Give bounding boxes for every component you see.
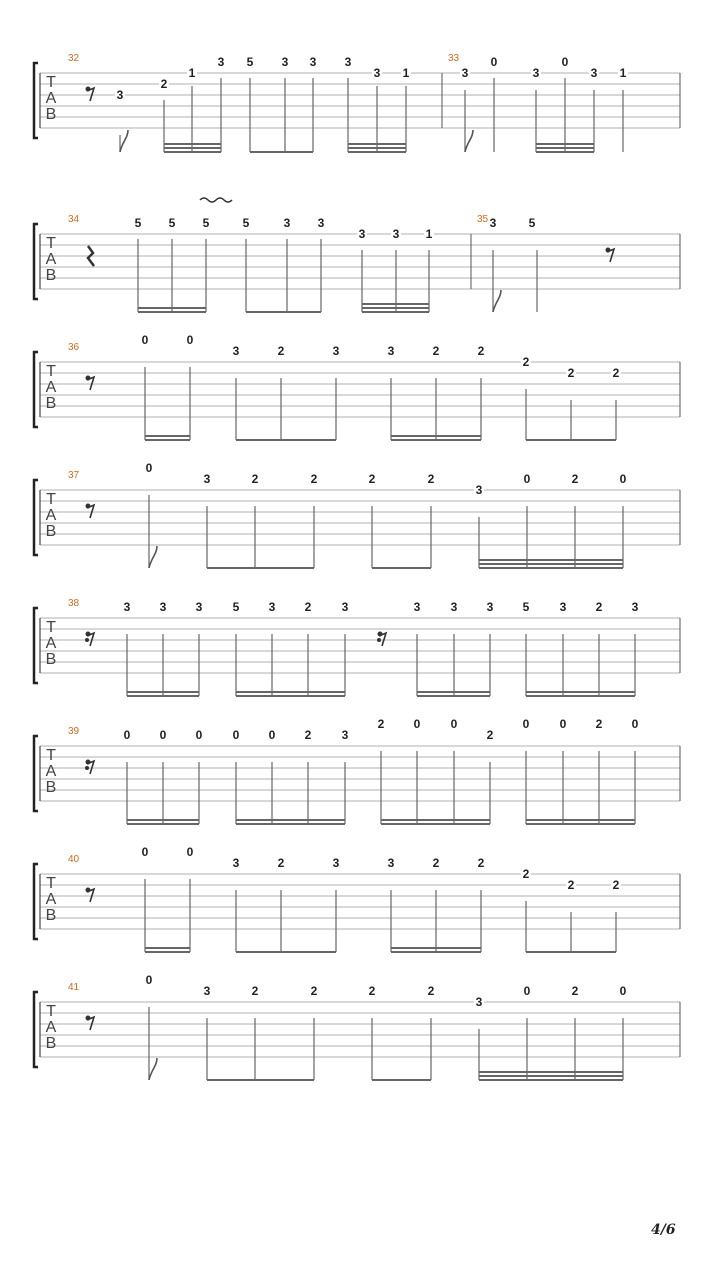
fret-number: 3 bbox=[232, 856, 240, 870]
fret-number: 1 bbox=[402, 66, 410, 80]
fret-number: 3 bbox=[344, 55, 352, 69]
fret-number: 2 bbox=[427, 984, 435, 998]
measure-number: 34 bbox=[68, 214, 80, 225]
fret-number: 3 bbox=[590, 66, 598, 80]
fret-number: 3 bbox=[387, 344, 395, 358]
fret-number: 0 bbox=[195, 728, 203, 742]
note-flag bbox=[120, 130, 128, 152]
tab-clef-letter: T bbox=[46, 235, 56, 252]
fret-number: 2 bbox=[432, 344, 440, 358]
system-bracket bbox=[34, 992, 38, 1067]
tab-clef-letter: B bbox=[45, 651, 57, 668]
system-bracket bbox=[34, 608, 38, 683]
fret-number: 2 bbox=[427, 472, 435, 486]
fret-number: 3 bbox=[317, 216, 325, 230]
fret-number: 3 bbox=[486, 600, 494, 614]
fret-number: 0 bbox=[145, 973, 153, 987]
fret-number: 2 bbox=[310, 984, 318, 998]
fret-number: 0 bbox=[232, 728, 240, 742]
tab-clef-letter: T bbox=[46, 875, 56, 892]
fret-number: 2 bbox=[277, 344, 285, 358]
fret-number: 2 bbox=[377, 717, 385, 731]
fret-number: 2 bbox=[522, 867, 530, 881]
fret-number: 0 bbox=[123, 728, 131, 742]
fret-number: 2 bbox=[571, 984, 579, 998]
measure-number: 41 bbox=[68, 982, 80, 993]
fret-number: 2 bbox=[486, 728, 494, 742]
fret-number: 2 bbox=[477, 344, 485, 358]
fret-number: 2 bbox=[310, 472, 318, 486]
fret-number: 0 bbox=[268, 728, 276, 742]
fret-number: 2 bbox=[595, 600, 603, 614]
rest-dot bbox=[85, 766, 89, 770]
fret-number: 2 bbox=[160, 77, 168, 91]
fret-number: 2 bbox=[612, 366, 620, 380]
fret-number: 3 bbox=[475, 995, 483, 1009]
fret-number: 0 bbox=[159, 728, 167, 742]
fret-number: 5 bbox=[528, 216, 536, 230]
tab-clef-letter: T bbox=[46, 1003, 56, 1020]
tab-clef-letter: B bbox=[45, 395, 57, 412]
tab-clef-letter: T bbox=[46, 619, 56, 636]
fret-number: 1 bbox=[188, 66, 196, 80]
fret-number: 3 bbox=[232, 344, 240, 358]
fret-number: 0 bbox=[631, 717, 639, 731]
system-bracket bbox=[34, 864, 38, 939]
fret-number: 3 bbox=[203, 472, 211, 486]
fret-number: 2 bbox=[522, 355, 530, 369]
tab-clef-letter: B bbox=[45, 779, 57, 796]
fret-number: 2 bbox=[595, 717, 603, 731]
fret-number: 0 bbox=[490, 55, 498, 69]
fret-number: 2 bbox=[251, 984, 259, 998]
page-number: 4/6 bbox=[651, 1222, 676, 1238]
fret-number: 5 bbox=[168, 216, 176, 230]
note-flag bbox=[465, 130, 473, 152]
fret-number: 0 bbox=[141, 845, 149, 859]
tab-clef-letter: A bbox=[45, 763, 57, 780]
measure-number: 32 bbox=[68, 53, 80, 64]
vibrato-mark bbox=[200, 198, 232, 202]
fret-number: 2 bbox=[304, 600, 312, 614]
fret-number: 3 bbox=[532, 66, 540, 80]
system-bracket bbox=[34, 736, 38, 811]
fret-number: 2 bbox=[368, 472, 376, 486]
fret-number: 5 bbox=[522, 600, 530, 614]
tab-clef-letter: T bbox=[46, 747, 56, 764]
fret-number: 3 bbox=[358, 227, 366, 241]
rest-dot bbox=[85, 638, 89, 642]
fret-number: 2 bbox=[477, 856, 485, 870]
measure-number: 40 bbox=[68, 854, 80, 865]
fret-number: 0 bbox=[186, 845, 194, 859]
fret-number: 2 bbox=[571, 472, 579, 486]
fret-number: 2 bbox=[612, 878, 620, 892]
fret-number: 3 bbox=[387, 856, 395, 870]
fret-number: 3 bbox=[559, 600, 567, 614]
tab-clef-letter: B bbox=[45, 267, 57, 284]
tab-clef-letter: A bbox=[45, 635, 57, 652]
fret-number: 2 bbox=[567, 366, 575, 380]
fret-number: 3 bbox=[309, 55, 317, 69]
fret-number: 3 bbox=[203, 984, 211, 998]
fret-number: 3 bbox=[159, 600, 167, 614]
fret-number: 3 bbox=[392, 227, 400, 241]
system-bracket bbox=[34, 480, 38, 555]
fret-number: 2 bbox=[251, 472, 259, 486]
fret-number: 3 bbox=[281, 55, 289, 69]
tab-clef-letter: B bbox=[45, 907, 57, 924]
fret-number: 0 bbox=[522, 717, 530, 731]
fret-number: 3 bbox=[489, 216, 497, 230]
fret-number: 0 bbox=[413, 717, 421, 731]
tab-clef-letter: A bbox=[45, 1019, 57, 1036]
measure-number: 37 bbox=[68, 470, 80, 481]
fret-number: 5 bbox=[134, 216, 142, 230]
fret-number: 3 bbox=[123, 600, 131, 614]
fret-number: 2 bbox=[432, 856, 440, 870]
system-bracket bbox=[34, 352, 38, 427]
fret-number: 0 bbox=[559, 717, 567, 731]
fret-number: 0 bbox=[450, 717, 458, 731]
tab-clef-letter: A bbox=[45, 251, 57, 268]
fret-number: 3 bbox=[332, 344, 340, 358]
fret-number: 1 bbox=[619, 66, 627, 80]
note-flag bbox=[493, 290, 501, 312]
fret-number: 0 bbox=[523, 472, 531, 486]
fret-number: 3 bbox=[450, 600, 458, 614]
measure-number: 39 bbox=[68, 726, 80, 737]
tab-clef-letter: A bbox=[45, 507, 57, 524]
tab-clef-letter: T bbox=[46, 363, 56, 380]
fret-number: 0 bbox=[561, 55, 569, 69]
fret-number: 3 bbox=[461, 66, 469, 80]
tab-clef-letter: T bbox=[46, 74, 56, 91]
tab-clef-letter: B bbox=[45, 106, 57, 123]
fret-number: 3 bbox=[116, 88, 124, 102]
fret-number: 5 bbox=[202, 216, 210, 230]
fret-number: 0 bbox=[141, 333, 149, 347]
fret-number: 3 bbox=[373, 66, 381, 80]
fret-number: 2 bbox=[567, 878, 575, 892]
note-flag bbox=[149, 546, 157, 568]
fret-number: 1 bbox=[425, 227, 433, 241]
measure-number: 38 bbox=[68, 598, 80, 609]
fret-number: 3 bbox=[631, 600, 639, 614]
fret-number: 0 bbox=[523, 984, 531, 998]
fret-number: 0 bbox=[186, 333, 194, 347]
fret-number: 3 bbox=[217, 55, 225, 69]
fret-number: 0 bbox=[619, 984, 627, 998]
fret-number: 5 bbox=[242, 216, 250, 230]
tab-clef-letter: A bbox=[45, 90, 57, 107]
measure-number: 36 bbox=[68, 342, 80, 353]
fret-number: 3 bbox=[341, 600, 349, 614]
fret-number: 3 bbox=[475, 483, 483, 497]
fret-number: 2 bbox=[304, 728, 312, 742]
fret-number: 2 bbox=[277, 856, 285, 870]
tab-clef-letter: T bbox=[46, 491, 56, 508]
fret-number: 5 bbox=[246, 55, 254, 69]
tab-clef-letter: B bbox=[45, 523, 57, 540]
rest-dot bbox=[377, 638, 381, 642]
fret-number: 0 bbox=[145, 461, 153, 475]
fret-number: 3 bbox=[268, 600, 276, 614]
system-bracket bbox=[34, 63, 38, 138]
fret-number: 0 bbox=[619, 472, 627, 486]
measure-number: 35 bbox=[477, 214, 489, 225]
fret-number: 3 bbox=[283, 216, 291, 230]
tab-clef-letter: A bbox=[45, 891, 57, 908]
fret-number: 3 bbox=[413, 600, 421, 614]
tab-clef-letter: A bbox=[45, 379, 57, 396]
fret-number: 3 bbox=[195, 600, 203, 614]
system-bracket bbox=[34, 224, 38, 299]
fret-number: 5 bbox=[232, 600, 240, 614]
fret-number: 3 bbox=[332, 856, 340, 870]
tab-clef-letter: B bbox=[45, 1035, 57, 1052]
note-flag bbox=[149, 1058, 157, 1080]
fret-number: 3 bbox=[341, 728, 349, 742]
measure-number: 33 bbox=[448, 53, 460, 64]
fret-number: 2 bbox=[368, 984, 376, 998]
